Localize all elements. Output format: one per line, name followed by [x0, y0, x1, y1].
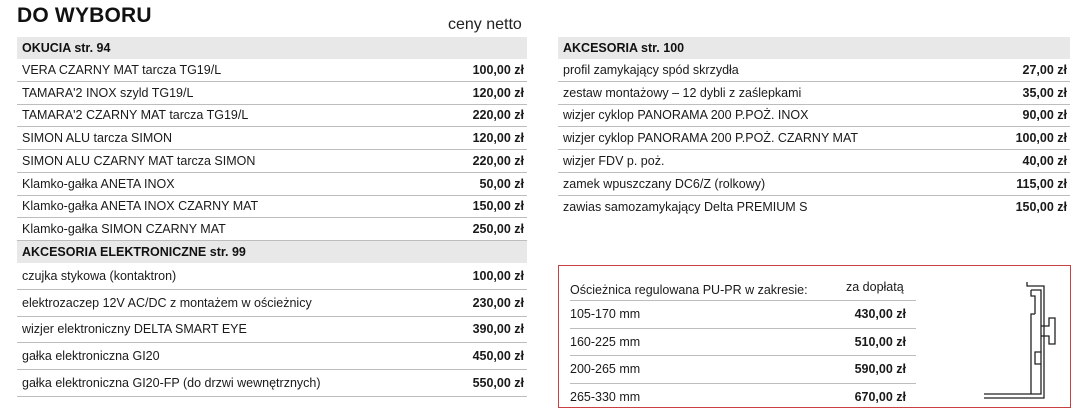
item-name: gałka elektroniczna GI20-FP (do drzwi wewnętrznych) [22, 376, 321, 391]
akcesoria-section [558, 37, 1070, 218]
item-name: profil zamykający spód skrzydła [563, 62, 739, 77]
frame-option-box [558, 265, 1071, 408]
elektroniczne-row [17, 343, 527, 370]
okucia-row [17, 82, 527, 105]
okucia-row [17, 127, 527, 150]
item-name: Klamko-gałka ANETA INOX [22, 176, 175, 191]
frame-row [570, 356, 916, 384]
page-title: DO WYBORU [17, 4, 152, 27]
item-name: TAMARA'2 CZARNY MAT tarcza TG19/L [22, 108, 249, 123]
frame-price: 430,00 zł [854, 307, 906, 322]
item-name: gałka elektroniczna GI20 [22, 349, 160, 364]
frame-row [570, 329, 916, 357]
item-price: 100,00 zł [472, 268, 524, 283]
item-name: elektrozaczep 12V AC/DC z montażem w ościeżnicy [22, 295, 312, 310]
item-price: 220,00 zł [472, 153, 524, 168]
frame-range: 160-225 mm [570, 334, 641, 349]
item-price: 450,00 zł [472, 349, 524, 364]
frame-price: 510,00 zł [854, 334, 906, 349]
akcesoria-row [558, 105, 1070, 128]
frame-range: 105-170 mm [570, 307, 641, 322]
item-price: 150,00 zł [1015, 199, 1067, 214]
frame-rows [570, 301, 916, 410]
frame-range: 265-330 mm [570, 389, 641, 404]
akcesoria-row [558, 82, 1070, 105]
frame-price: 670,00 zł [854, 389, 906, 404]
item-price: 100,00 zł [472, 62, 524, 77]
okucia-row [17, 218, 527, 241]
item-price: 120,00 zł [472, 131, 524, 146]
elektroniczne-header: AKCESORIA ELEKTRONICZNE str. 99 [17, 241, 527, 263]
elektroniczne-section [17, 241, 527, 397]
item-name: SIMON ALU CZARNY MAT tarcza SIMON [22, 153, 256, 168]
frame-row [570, 301, 916, 329]
akcesoria-row [558, 173, 1070, 196]
item-price: 90,00 zł [1022, 108, 1067, 123]
item-name: SIMON ALU tarcza SIMON [22, 131, 173, 146]
frame-profile-icon [969, 274, 1059, 400]
akcesoria-row [558, 127, 1070, 150]
surcharge-label: za dopłatą [846, 280, 904, 294]
item-price: 250,00 zł [472, 222, 524, 237]
frame-header [570, 274, 916, 301]
item-name: czujka stykowa (kontaktron) [22, 268, 177, 283]
item-name: zestaw montażowy – 12 dybli z zaślepkami [563, 85, 802, 100]
okucia-row [17, 105, 527, 128]
left-column [17, 37, 527, 397]
elektroniczne-row [17, 370, 527, 397]
item-name: Klamko-gałka SIMON CZARNY MAT [22, 222, 226, 237]
item-price: 150,00 zł [472, 199, 524, 214]
akcesoria-row [558, 59, 1070, 82]
item-price: 230,00 zł [472, 295, 524, 310]
item-price: 27,00 zł [1022, 62, 1067, 77]
right-column [558, 37, 1070, 218]
frame-label: Ościeżnica regulowana PU-PR w zakresie: [570, 283, 808, 297]
akcesoria-header: AKCESORIA str. 100 [558, 37, 1070, 59]
akcesoria-row [558, 150, 1070, 173]
item-name: zawias samozamykający Delta PREMIUM S [563, 199, 808, 214]
item-price: 40,00 zł [1022, 153, 1067, 168]
item-price: 50,00 zł [479, 176, 524, 191]
okucia-row [17, 173, 527, 196]
item-name: wizjer cyklop PANORAMA 200 P.POŻ. CZARNY MAT [563, 131, 858, 146]
elektroniczne-row [17, 317, 527, 344]
akcesoria-row [558, 196, 1070, 219]
item-name: VERA CZARNY MAT tarcza TG19/L [22, 62, 222, 77]
item-price: 35,00 zł [1022, 85, 1067, 100]
item-price: 390,00 zł [472, 322, 524, 337]
item-price: 115,00 zł [1016, 176, 1067, 191]
okucia-row [17, 150, 527, 173]
frame-range: 200-265 mm [570, 362, 641, 377]
item-name: Klamko-gałka ANETA INOX CZARNY MAT [22, 199, 259, 214]
elektroniczne-row [17, 290, 527, 317]
elektroniczne-row [17, 263, 527, 290]
item-name: wizjer cyklop PANORAMA 200 P.POŻ. INOX [563, 108, 809, 123]
frame-row [570, 384, 916, 411]
item-price: 220,00 zł [472, 108, 524, 123]
okucia-section [17, 37, 527, 241]
item-price: 100,00 zł [1015, 131, 1067, 146]
item-name: zamek wpuszczany DC6/Z (rolkowy) [563, 176, 766, 191]
item-price: 550,00 zł [472, 376, 524, 391]
frame-price: 590,00 zł [854, 362, 906, 377]
okucia-row [17, 196, 527, 219]
net-prices-label: ceny netto [448, 16, 522, 33]
item-name: wizjer FDV p. poż. [563, 153, 665, 168]
okucia-row [17, 59, 527, 82]
okucia-header: OKUCIA str. 94 [17, 37, 527, 59]
item-name: wizjer elektroniczny DELTA SMART EYE [22, 322, 247, 337]
item-price: 120,00 zł [472, 85, 524, 100]
item-name: TAMARA'2 INOX szyld TG19/L [22, 85, 194, 100]
